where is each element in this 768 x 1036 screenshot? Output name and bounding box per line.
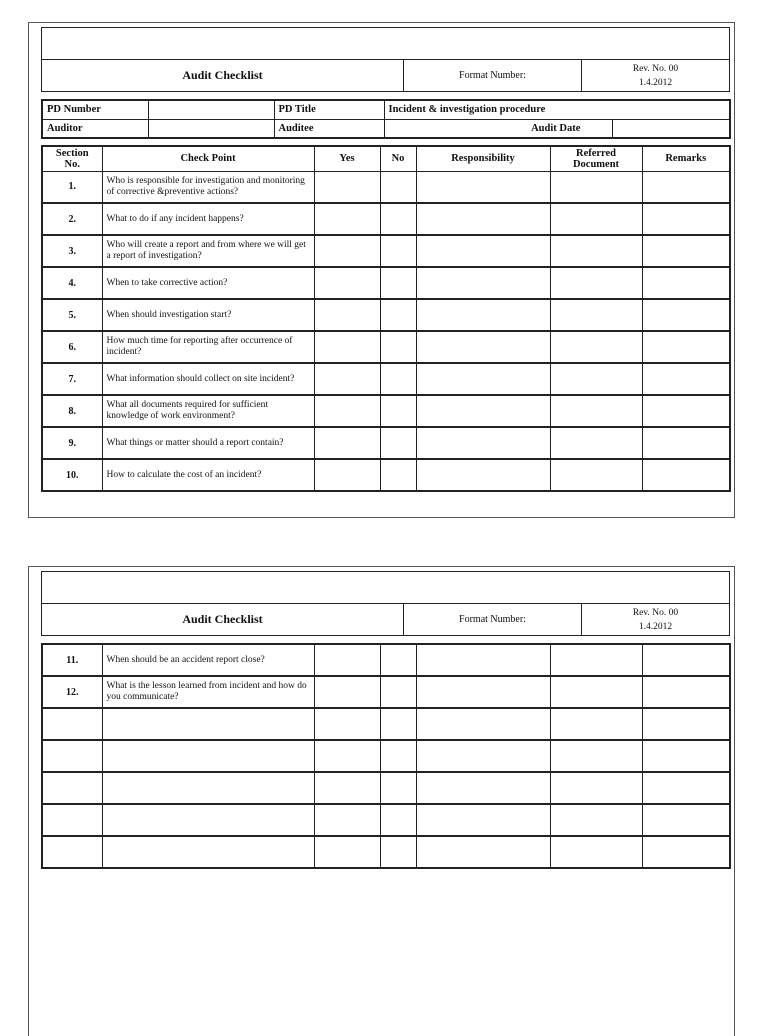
section-number: 10. <box>42 459 102 491</box>
referred-document-cell[interactable] <box>550 676 642 708</box>
revision-number: Rev. No. 00 <box>632 63 679 74</box>
table-row <box>42 708 730 740</box>
checklist-page-1 <box>28 22 735 518</box>
section-number: 6. <box>42 331 102 363</box>
auditee-field[interactable] <box>384 119 500 138</box>
check-point-text: Who is responsible for investigation and monitoring of corrective &preventive actions? <box>102 171 314 203</box>
no-cell[interactable] <box>380 740 416 772</box>
check-point-text: When to take corrective action? <box>102 267 314 299</box>
no-cell[interactable] <box>380 331 416 363</box>
check-point-text: When should be an accident report close? <box>102 644 314 676</box>
table-row <box>42 299 730 331</box>
referred-document-cell[interactable] <box>550 708 642 740</box>
col-referred-document: Referred Document <box>550 146 642 171</box>
col-check-point: Check Point <box>102 146 314 171</box>
revision-info <box>582 60 730 92</box>
referred-document-cell[interactable] <box>550 203 642 235</box>
referred-document-cell[interactable] <box>550 395 642 427</box>
table-row <box>42 395 730 427</box>
remarks-cell[interactable] <box>642 836 730 868</box>
yes-cell[interactable] <box>314 331 380 363</box>
checklist-page-2 <box>28 566 735 1036</box>
format-number-label: Format Number: <box>404 604 582 636</box>
check-point-text: What things or matter should a report contain? <box>102 427 314 459</box>
table-row <box>42 203 730 235</box>
no-cell[interactable] <box>380 708 416 740</box>
format-number-label: Format Number: <box>404 60 582 92</box>
auditor-label: Auditor <box>42 119 148 138</box>
section-number <box>42 740 102 772</box>
auditee-label: Auditee <box>274 119 384 138</box>
table-row <box>42 459 730 491</box>
responsibility-cell[interactable] <box>416 836 550 868</box>
no-cell[interactable] <box>380 644 416 676</box>
responsibility-cell[interactable] <box>416 772 550 804</box>
section-number: 1. <box>42 171 102 203</box>
yes-cell[interactable] <box>314 363 380 395</box>
yes-cell[interactable] <box>314 676 380 708</box>
yes-cell[interactable] <box>314 235 380 267</box>
table-row <box>42 676 730 708</box>
yes-cell[interactable] <box>314 171 380 203</box>
yes-cell[interactable] <box>314 740 380 772</box>
header-blank-band <box>42 572 730 604</box>
revision-date: 1.4.2012 <box>638 77 673 88</box>
responsibility-cell[interactable] <box>416 740 550 772</box>
yes-cell[interactable] <box>314 267 380 299</box>
section-number: 5. <box>42 299 102 331</box>
remarks-cell[interactable] <box>642 676 730 708</box>
yes-cell[interactable] <box>314 395 380 427</box>
table-row <box>42 836 730 868</box>
remarks-cell[interactable] <box>642 644 730 676</box>
checkpoint-rows-2 <box>42 644 730 868</box>
remarks-cell[interactable] <box>642 740 730 772</box>
col-responsibility: Responsibility <box>416 146 550 171</box>
responsibility-cell[interactable] <box>416 676 550 708</box>
referred-document-cell[interactable] <box>550 644 642 676</box>
remarks-cell[interactable] <box>642 427 730 459</box>
section-number: 2. <box>42 203 102 235</box>
document-header <box>41 27 730 92</box>
no-cell[interactable] <box>380 363 416 395</box>
table-row <box>42 644 730 676</box>
section-number: 7. <box>42 363 102 395</box>
no-cell[interactable] <box>380 203 416 235</box>
check-point-text: What to do if any incident happens? <box>102 203 314 235</box>
referred-document-cell[interactable] <box>550 171 642 203</box>
table-row <box>42 772 730 804</box>
header-blank-band <box>42 28 730 60</box>
yes-cell[interactable] <box>314 772 380 804</box>
checkpoint-table-2 <box>41 643 731 869</box>
responsibility-cell[interactable] <box>416 267 550 299</box>
check-point-text <box>102 708 314 740</box>
check-point-text: Who will create a report and from where we will get a report of investigation? <box>102 235 314 267</box>
yes-cell[interactable] <box>314 427 380 459</box>
remarks-cell[interactable] <box>642 395 730 427</box>
responsibility-cell[interactable] <box>416 427 550 459</box>
referred-document-cell[interactable] <box>550 459 642 491</box>
section-number <box>42 708 102 740</box>
table-row <box>42 267 730 299</box>
check-point-text: How much time for reporting after occurrence of incident? <box>102 331 314 363</box>
table-row <box>42 331 730 363</box>
no-cell[interactable] <box>380 804 416 836</box>
yes-cell[interactable] <box>314 836 380 868</box>
pd-number-field[interactable] <box>148 100 274 119</box>
col-remarks: Remarks <box>642 146 730 171</box>
table-row <box>42 804 730 836</box>
yes-cell[interactable] <box>314 203 380 235</box>
checkpoint-table <box>41 145 731 492</box>
col-no: No <box>380 146 416 171</box>
responsibility-cell[interactable] <box>416 363 550 395</box>
pd-title-value: Incident & investigation procedure <box>384 100 730 119</box>
table-row <box>42 363 730 395</box>
document-header-2 <box>41 571 730 636</box>
pd-title-label: PD Title <box>274 100 384 119</box>
responsibility-cell[interactable] <box>416 708 550 740</box>
remarks-cell[interactable] <box>642 299 730 331</box>
table-row <box>42 171 730 203</box>
table-row <box>42 427 730 459</box>
revision-info <box>582 604 730 636</box>
section-number: 11. <box>42 644 102 676</box>
no-cell[interactable] <box>380 395 416 427</box>
audit-date-label: Audit Date <box>500 119 612 138</box>
responsibility-cell[interactable] <box>416 203 550 235</box>
remarks-cell[interactable] <box>642 459 730 491</box>
section-number <box>42 804 102 836</box>
referred-document-cell[interactable] <box>550 331 642 363</box>
check-point-text: How to calculate the cost of an incident? <box>102 459 314 491</box>
checkpoint-rows <box>42 171 730 491</box>
referred-document-cell[interactable] <box>550 772 642 804</box>
no-cell[interactable] <box>380 459 416 491</box>
section-number: 3. <box>42 235 102 267</box>
responsibility-cell[interactable] <box>416 459 550 491</box>
section-number: 12. <box>42 676 102 708</box>
referred-document-cell[interactable] <box>550 235 642 267</box>
referred-document-cell[interactable] <box>550 267 642 299</box>
referred-document-cell[interactable] <box>550 836 642 868</box>
remarks-cell[interactable] <box>642 235 730 267</box>
no-cell[interactable] <box>380 772 416 804</box>
responsibility-cell[interactable] <box>416 331 550 363</box>
check-point-text <box>102 804 314 836</box>
section-number: 4. <box>42 267 102 299</box>
check-point-text: When should investigation start? <box>102 299 314 331</box>
referred-document-cell[interactable] <box>550 740 642 772</box>
audit-info-table <box>41 99 731 139</box>
section-number <box>42 772 102 804</box>
section-number: 9. <box>42 427 102 459</box>
remarks-cell[interactable] <box>642 331 730 363</box>
no-cell[interactable] <box>380 427 416 459</box>
responsibility-cell[interactable] <box>416 644 550 676</box>
section-number: 8. <box>42 395 102 427</box>
remarks-cell[interactable] <box>642 171 730 203</box>
referred-document-cell[interactable] <box>550 363 642 395</box>
audit-date-field[interactable] <box>612 119 730 138</box>
remarks-cell[interactable] <box>642 363 730 395</box>
col-section-no: Section No. <box>42 146 102 171</box>
referred-document-cell[interactable] <box>550 299 642 331</box>
table-row <box>42 740 730 772</box>
no-cell[interactable] <box>380 235 416 267</box>
no-cell[interactable] <box>380 171 416 203</box>
revision-number: Rev. No. 00 <box>632 607 679 618</box>
col-yes: Yes <box>314 146 380 171</box>
revision-date: 1.4.2012 <box>638 621 673 632</box>
no-cell[interactable] <box>380 836 416 868</box>
check-point-text <box>102 836 314 868</box>
remarks-cell[interactable] <box>642 772 730 804</box>
check-point-text: What all documents required for sufficient knowledge of work environment? <box>102 395 314 427</box>
no-cell[interactable] <box>380 676 416 708</box>
remarks-cell[interactable] <box>642 804 730 836</box>
document-title: Audit Checklist <box>42 60 404 92</box>
remarks-cell[interactable] <box>642 267 730 299</box>
yes-cell[interactable] <box>314 804 380 836</box>
no-cell[interactable] <box>380 299 416 331</box>
yes-cell[interactable] <box>314 644 380 676</box>
responsibility-cell[interactable] <box>416 804 550 836</box>
check-point-text <box>102 772 314 804</box>
table-row <box>42 235 730 267</box>
yes-cell[interactable] <box>314 459 380 491</box>
pd-number-label: PD Number <box>42 100 148 119</box>
responsibility-cell[interactable] <box>416 395 550 427</box>
check-point-text: What is the lesson learned from incident and how do you communicate? <box>102 676 314 708</box>
responsibility-cell[interactable] <box>416 235 550 267</box>
responsibility-cell[interactable] <box>416 299 550 331</box>
check-point-text <box>102 740 314 772</box>
responsibility-cell[interactable] <box>416 171 550 203</box>
yes-cell[interactable] <box>314 299 380 331</box>
check-point-text: What information should collect on site incident? <box>102 363 314 395</box>
referred-document-cell[interactable] <box>550 427 642 459</box>
referred-document-cell[interactable] <box>550 804 642 836</box>
document-title: Audit Checklist <box>42 604 404 636</box>
auditor-field[interactable] <box>148 119 274 138</box>
section-number <box>42 836 102 868</box>
remarks-cell[interactable] <box>642 708 730 740</box>
no-cell[interactable] <box>380 267 416 299</box>
yes-cell[interactable] <box>314 708 380 740</box>
remarks-cell[interactable] <box>642 203 730 235</box>
